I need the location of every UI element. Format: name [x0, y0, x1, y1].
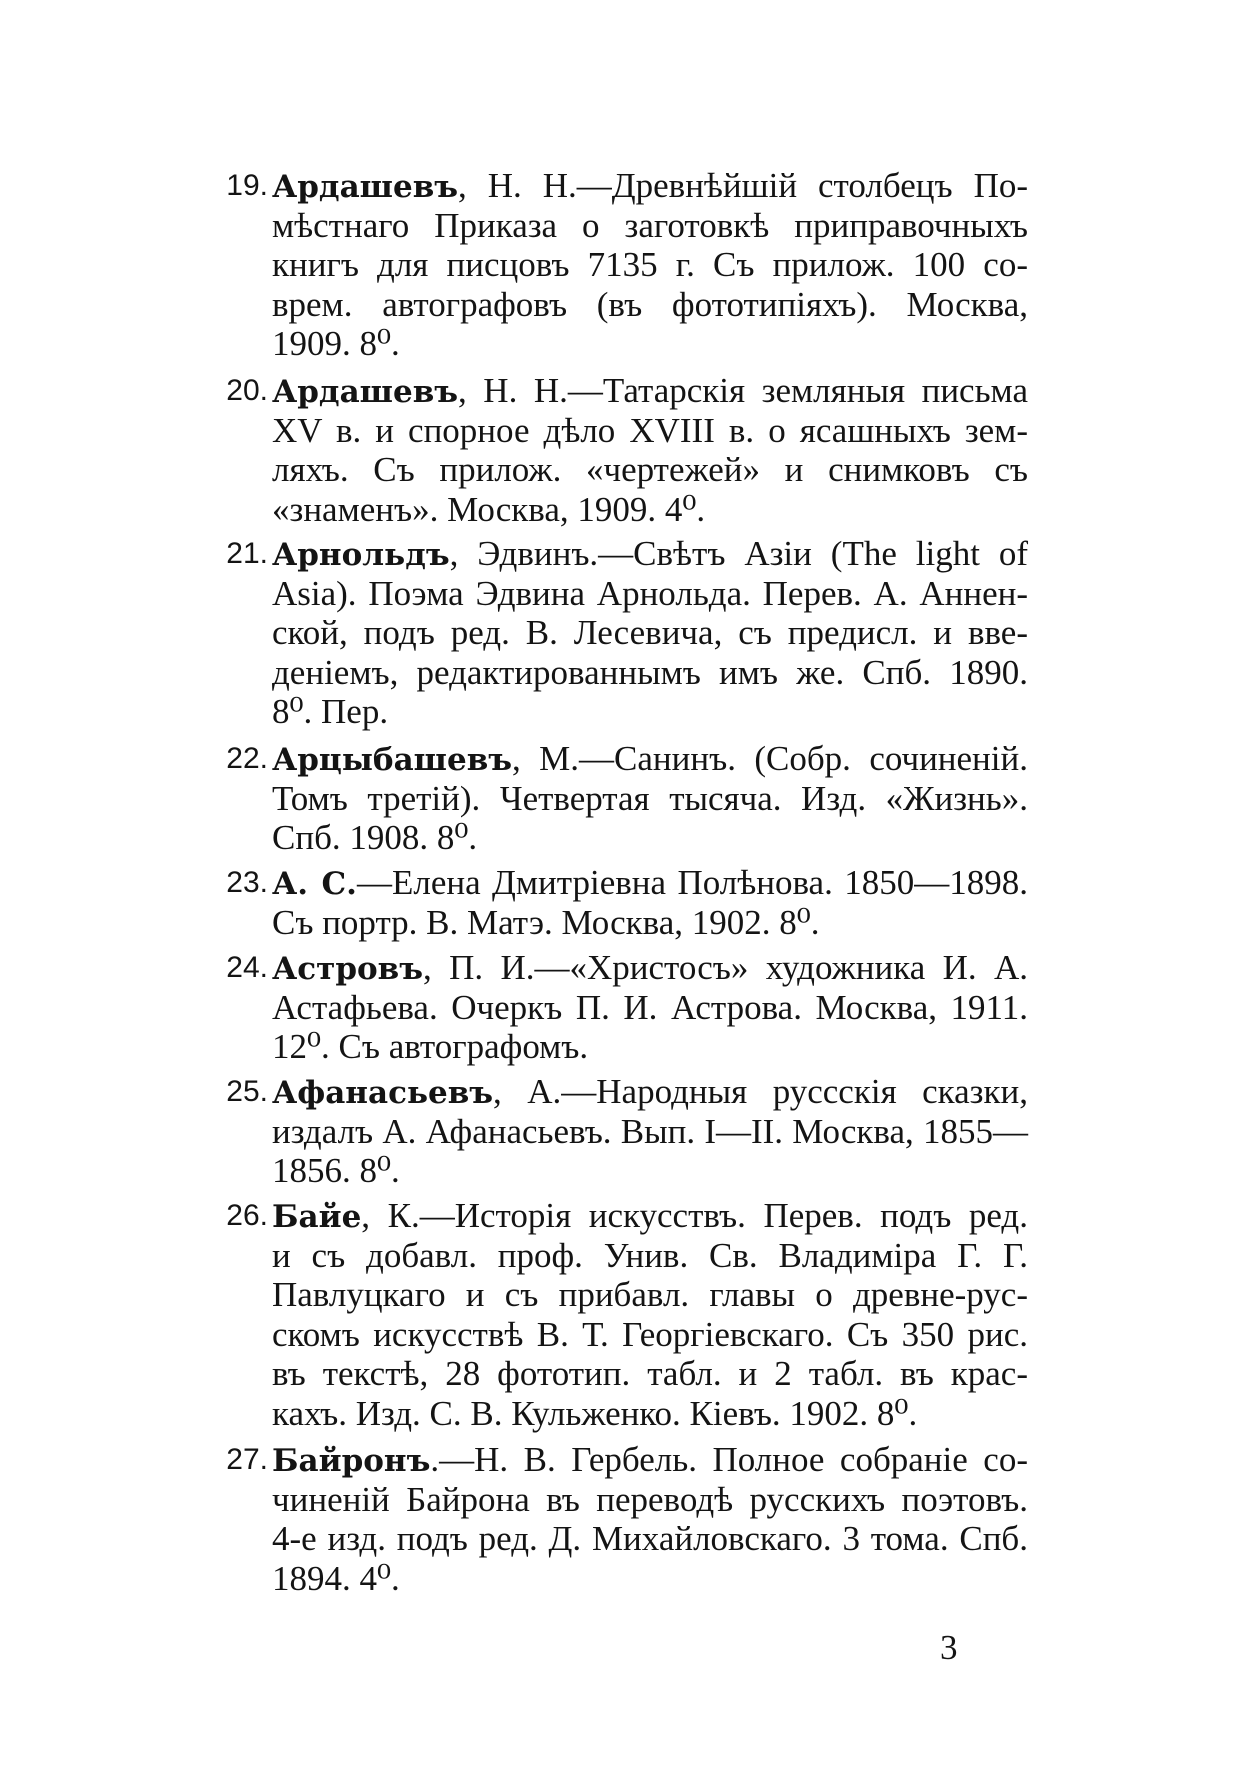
- entry-line: 1894. 4⁰.: [272, 1558, 400, 1598]
- entry-first-line-text: , Н. Н.—Древнѣйшій столбецъ По-: [458, 166, 1028, 205]
- entry-first-line: [272, 166, 1028, 206]
- entry-first-line-text: , П. И.—«Христосъ» художника И. А.: [423, 948, 1028, 987]
- entry-author: А. С.: [272, 866, 357, 902]
- entry-number: 22.: [226, 742, 268, 775]
- entry-author: Ардашевъ: [272, 169, 459, 205]
- entry-first-line-text: , Н. Н.—Татарскія земляныя письма: [458, 371, 1028, 410]
- entry-author: Афанасьевъ: [272, 1075, 494, 1111]
- entry-first-line: [272, 739, 1028, 779]
- entry-number: 19.: [226, 169, 268, 202]
- entry-line: ляхъ. Съ прилож. «чертежей» и снимковъ съ: [272, 450, 1028, 489]
- entry-author: Арнольдъ: [272, 537, 450, 573]
- entry-first-line: [272, 534, 1028, 574]
- entry-line: «знаменъ». Москва, 1909. 4⁰.: [272, 489, 706, 529]
- entry-author: Астровъ: [272, 951, 424, 987]
- entry-number: 24.: [226, 951, 268, 984]
- entry-line: скомъ искусствѣ В. Т. Георгіевскаго. Съ 350 рис.: [272, 1314, 1028, 1354]
- entry-author: Арцыбашевъ: [272, 742, 513, 778]
- entry-line: врем. автографовъ (въ фототипіяхъ). Москва,: [272, 284, 1028, 324]
- entry-line: XV в. и спорное дѣло XVIII в. о ясашныхъ зем-: [272, 410, 1028, 450]
- entry-line: Asia). Поэма Эдвина Арнольда. Перев. А. Аннен-: [272, 573, 1028, 613]
- entry-first-line: [272, 863, 1028, 903]
- entry-line: 1909. 8⁰.: [272, 324, 400, 363]
- entry-first-line: [272, 1196, 1028, 1236]
- page-number: 3: [940, 1628, 958, 1667]
- entry-number: 27.: [226, 1443, 268, 1476]
- entry-first-line: [272, 1072, 1028, 1112]
- entry-22: [226, 739, 1028, 858]
- entry-25: [226, 1072, 1028, 1191]
- entry-line: ской, подъ ред. В. Лесевича, съ предисл. и вве-: [272, 613, 1028, 652]
- entry-first-line-text: , Эдвинъ.—Свѣтъ Азіи (The light of: [449, 534, 1028, 573]
- entry-number: 20.: [226, 374, 268, 407]
- entry-20: [226, 371, 1028, 529]
- entry-author: Байе: [272, 1199, 362, 1235]
- entry-author: Ардашевъ: [272, 374, 459, 410]
- entry-first-line-text: , К.—Исторія искусствъ. Перев. подъ ред.: [361, 1196, 1028, 1235]
- entry-line: Съ портр. В. Матэ. Москва, 1902. 8⁰.: [272, 902, 820, 942]
- entry-first-line-text: , М.—Санинъ. (Собр. сочиненій.: [512, 739, 1028, 778]
- entry-line: и съ добавл. проф. Унив. Св. Владиміра Г. Г.: [272, 1235, 1028, 1275]
- entry-line: издалъ А. Афанасьевъ. Вып. I—II. Москва, 1855—: [272, 1111, 1028, 1151]
- entry-line: мѣстнаго Приказа о заготовкѣ приправочныхъ: [272, 205, 1028, 245]
- entry-line: кахъ. Изд. С. В. Кульженко. Кіевъ. 1902. 8⁰.: [272, 1393, 918, 1433]
- entry-first-line-text: —Елена Дмитріевна Полѣнова. 1850—1898.: [356, 863, 1028, 902]
- entry-line: Томъ третій). Четвертая тысяча. Изд. «Жизнь».: [272, 778, 1028, 818]
- entry-line: 8⁰. Пер.: [272, 692, 389, 731]
- entry-first-line: [272, 948, 1028, 988]
- entry-line: чиненій Байрона въ переводѣ русскихъ поэтовъ.: [272, 1479, 1028, 1519]
- entry-26: [226, 1196, 1028, 1433]
- entry-first-line-text: .—Н. В. Гербель. Полное собраніе со-: [430, 1440, 1028, 1479]
- entry-first-line-text: , А.—Народныя руссскія сказки,: [493, 1072, 1028, 1111]
- entry-line: Спб. 1908. 8⁰.: [272, 818, 478, 857]
- entry-number: 26.: [226, 1199, 268, 1232]
- entry-line: 12⁰. Съ автографомъ.: [272, 1027, 589, 1066]
- entry-line: въ текстѣ, 28 фототип. табл. и 2 табл. въ крас-: [272, 1354, 1028, 1393]
- entry-line: 4-е изд. подъ ред. Д. Михайловскаго. 3 тома. Спб.: [272, 1519, 1028, 1558]
- entry-line: Павлуцкаго и съ прибавл. главы о древне-рус-: [272, 1275, 1028, 1314]
- entry-number: 25.: [226, 1075, 268, 1108]
- entry-first-line: [272, 371, 1028, 411]
- entry-line: деніемъ, редактированнымъ имъ же. Спб. 1890.: [272, 652, 1028, 692]
- entry-author: Байронъ: [272, 1443, 431, 1479]
- entry-first-line: [272, 1440, 1028, 1480]
- entry-number: 21.: [226, 537, 268, 570]
- entry-19: [226, 166, 1028, 364]
- entry-line: 1856. 8⁰.: [272, 1151, 400, 1190]
- entry-number: 23.: [226, 866, 268, 899]
- entry-27: [226, 1440, 1028, 1598]
- entry-24: [226, 948, 1028, 1067]
- entry-23: [226, 863, 1028, 942]
- entry-21: [226, 534, 1028, 732]
- entry-line: книгъ для писцовъ 7135 г. Съ прилож. 100 со-: [272, 245, 1028, 284]
- entry-line: Астафьева. Очеркъ П. И. Астрова. Москва, 1911.: [272, 987, 1028, 1027]
